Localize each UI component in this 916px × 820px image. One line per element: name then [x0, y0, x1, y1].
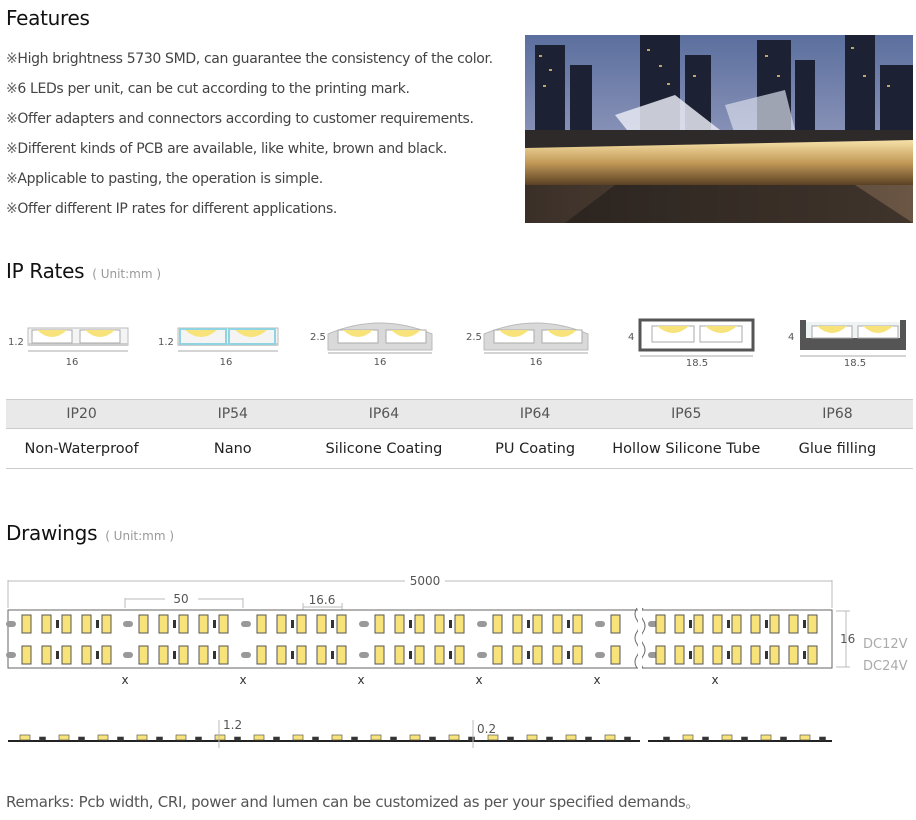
led-chip: [513, 646, 522, 664]
led-chip: [375, 646, 384, 664]
side-led: [59, 735, 69, 740]
unit-length-label: 50: [173, 592, 189, 606]
profile-height-label: 2.5: [466, 332, 482, 343]
side-led: [157, 737, 163, 740]
led-chip: [219, 615, 228, 633]
led-chip: [493, 615, 502, 633]
profile-height-label: 4: [628, 332, 635, 343]
led-chip: [611, 615, 620, 633]
voltage-label: DC24V: [863, 659, 908, 674]
cut-mark: x: [711, 673, 719, 687]
led-chip: [611, 646, 620, 664]
resistor: [291, 651, 294, 659]
solder-pad: [477, 652, 487, 658]
profile-ip64-pu: [466, 323, 588, 368]
ip-rating-cell: IP64: [519, 406, 551, 422]
profile-ip64-silicone: [310, 323, 432, 368]
bullet-mark: ※: [6, 51, 18, 67]
cut-mark: x: [239, 673, 247, 687]
ip-rating-cell: IP20: [66, 406, 97, 422]
solder-pad: [6, 621, 16, 627]
profile-ip20: [8, 328, 128, 368]
side-led: [566, 735, 576, 740]
led-chip: [415, 615, 424, 633]
led-chip: [751, 646, 760, 664]
resistor: [331, 651, 334, 659]
resistor: [765, 620, 768, 628]
side-led: [722, 735, 732, 740]
led-chip: [770, 615, 779, 633]
led-chip: [297, 615, 306, 633]
ip-rating-cell: IP64: [368, 406, 400, 422]
side-led: [430, 737, 436, 740]
led-chip: [713, 646, 722, 664]
feature-item: [6, 134, 493, 164]
side-led: [196, 737, 202, 740]
led-chip: [42, 646, 51, 664]
resistor: [213, 620, 216, 628]
drawings-title: Drawings: [6, 521, 98, 545]
memorial-fountain-photo: [525, 35, 913, 223]
ip-rating-cell: IP54: [217, 406, 248, 422]
led-chip: [297, 646, 306, 664]
feature-item: [6, 74, 493, 104]
side-led: [176, 735, 186, 740]
side-led: [664, 737, 670, 740]
ip-type-cell: Hollow Silicone Tube: [612, 440, 761, 457]
led-chip: [533, 615, 542, 633]
ip-type-cell: Silicone Coating: [325, 440, 443, 457]
led-chip: [675, 646, 684, 664]
side-led: [274, 737, 280, 740]
ip-type-cell: Nano: [213, 440, 252, 457]
solder-pad: [359, 652, 369, 658]
led-chip: [694, 615, 703, 633]
led-chip: [415, 646, 424, 664]
ip-types-row: [6, 429, 913, 469]
feature-text: Different kinds of PCB are available, like white, brown and black.: [17, 141, 447, 157]
side-led: [98, 735, 108, 740]
resistor: [527, 620, 530, 628]
resistor: [765, 651, 768, 659]
led-chip: [656, 646, 665, 664]
side-led: [40, 737, 46, 740]
led-chip: [675, 615, 684, 633]
solder-pad: [123, 621, 133, 627]
side-view-leds: [20, 735, 826, 740]
side-led: [742, 737, 748, 740]
led-chip: [102, 615, 111, 633]
side-led: [352, 737, 358, 740]
resistor: [56, 620, 59, 628]
resistor: [409, 651, 412, 659]
side-led: [508, 737, 514, 740]
bullet-mark: ※: [6, 201, 18, 217]
side-led: [20, 735, 30, 740]
resistor: [173, 651, 176, 659]
drawings-heading: [6, 521, 174, 545]
side-led: [547, 737, 553, 740]
led-chip: [139, 615, 148, 633]
side-thickness-label: 0.2: [477, 722, 497, 736]
led-chip: [513, 615, 522, 633]
led-chip: [179, 615, 188, 633]
resistor: [291, 620, 294, 628]
resistor: [727, 651, 730, 659]
led-chip: [159, 615, 168, 633]
led-chip: [694, 646, 703, 664]
profile-height-label: 1.2: [158, 337, 174, 348]
cut-mark: x: [121, 673, 129, 687]
profile-width-label: 18.5: [843, 358, 867, 369]
profile-width-label: 16: [219, 357, 233, 368]
side-led: [79, 737, 85, 740]
solder-pad: [595, 621, 605, 627]
solder-pad: [595, 652, 605, 658]
led-chip: [22, 646, 31, 664]
led-chip: [375, 615, 384, 633]
solder-pad: [241, 621, 251, 627]
led-chip: [533, 646, 542, 664]
led-chip: [395, 615, 404, 633]
ip-rates-title: IP Rates: [6, 259, 85, 283]
profile-width-label: 18.5: [685, 358, 709, 369]
led-chip: [102, 646, 111, 664]
side-thickness-label: 1.2: [223, 718, 243, 732]
led-chip: [751, 615, 760, 633]
profile-width-label: 16: [373, 357, 387, 368]
resistor: [331, 620, 334, 628]
profile-ip65: [628, 320, 753, 369]
feature-item: [6, 164, 493, 194]
side-led: [449, 735, 459, 740]
profile-width-label: 16: [65, 357, 79, 368]
side-led: [371, 735, 381, 740]
led-chip: [219, 646, 228, 664]
led-chip: [573, 615, 582, 633]
resistor: [449, 651, 452, 659]
led-chip: [257, 646, 266, 664]
led-chip: [808, 615, 817, 633]
feature-item: [6, 194, 493, 224]
ip-rates-table: [6, 399, 913, 469]
led-chip: [337, 615, 346, 633]
led-chip: [82, 646, 91, 664]
led-chip: [713, 615, 722, 633]
side-led: [761, 735, 771, 740]
led-chip: [435, 646, 444, 664]
voltage-label: DC12V: [863, 637, 908, 652]
led-chip: [808, 646, 817, 664]
led-pitch-label: 16.6: [308, 593, 336, 607]
side-led: [683, 735, 693, 740]
side-led: [215, 735, 225, 740]
led-chip: [395, 646, 404, 664]
solder-pad: [241, 652, 251, 658]
led-chip: [179, 646, 188, 664]
led-chip: [139, 646, 148, 664]
led-chip: [199, 615, 208, 633]
led-chip: [573, 646, 582, 664]
total-length-label: 5000: [409, 574, 441, 588]
led-chip: [553, 646, 562, 664]
resistor: [173, 620, 176, 628]
ip-rates-unit: ( Unit:mm ): [92, 267, 162, 281]
side-led: [410, 735, 420, 740]
feature-text: Offer adapters and connectors according to customer requirements.: [17, 111, 474, 127]
ip-rating-cell: IP68: [822, 406, 853, 422]
led-chip: [435, 615, 444, 633]
solder-pad: [6, 652, 16, 658]
side-led: [254, 735, 264, 740]
led-chip: [770, 646, 779, 664]
feature-item: [6, 104, 493, 134]
drawings-unit: ( Unit:mm ): [105, 529, 175, 543]
side-led: [118, 737, 124, 740]
led-chip: [553, 615, 562, 633]
led-chip: [159, 646, 168, 664]
side-led: [781, 737, 787, 740]
side-led: [293, 735, 303, 740]
side-led: [625, 737, 631, 740]
resistor: [727, 620, 730, 628]
bullet-mark: ※: [6, 111, 18, 127]
resistor: [527, 651, 530, 659]
cut-marks: [121, 673, 718, 687]
side-led: [469, 737, 475, 740]
side-led: [137, 735, 147, 740]
led-chip: [82, 615, 91, 633]
led-chip: [337, 646, 346, 664]
bullet-mark: ※: [6, 141, 18, 157]
side-led: [586, 737, 592, 740]
bullet-mark: ※: [6, 171, 18, 187]
ip-type-cell: Non-Waterproof: [24, 440, 139, 457]
profile-height-label: 1.2: [8, 337, 24, 348]
bullet-mark: ※: [6, 81, 18, 97]
feature-text: High brightness 5730 SMD, can guarantee the consistency of the color.: [17, 51, 493, 67]
led-chip: [317, 615, 326, 633]
resistor: [213, 651, 216, 659]
led-chip: [317, 646, 326, 664]
resistor: [96, 651, 99, 659]
resistor: [449, 620, 452, 628]
side-led: [332, 735, 342, 740]
resistor: [567, 620, 570, 628]
resistor: [56, 651, 59, 659]
feature-text: Applicable to pasting, the operation is simple.: [17, 171, 323, 187]
led-chip: [656, 615, 665, 633]
cut-mark: x: [475, 673, 483, 687]
cut-mark: x: [593, 673, 601, 687]
profile-height-label: 2.5: [310, 332, 326, 343]
side-led: [605, 735, 615, 740]
ip-profile-diagrams: [0, 310, 916, 380]
led-chip: [732, 615, 741, 633]
resistor: [689, 651, 692, 659]
side-led: [313, 737, 319, 740]
led-chip: [789, 646, 798, 664]
side-led: [235, 737, 241, 740]
ip-rating-cell: IP65: [671, 406, 702, 422]
feature-text: Offer different IP rates for different applications.: [17, 201, 338, 217]
led-chip: [62, 615, 71, 633]
solder-pad: [359, 621, 369, 627]
side-led: [527, 735, 537, 740]
side-led: [800, 735, 810, 740]
remarks-text: Remarks: Pcb width, CRI, power and lumen can be customized as per your specified demands。: [6, 793, 701, 811]
led-chip: [62, 646, 71, 664]
profile-ip54: [158, 328, 278, 368]
features-heading: Features: [6, 6, 90, 30]
solder-pad: [477, 621, 487, 627]
ip-type-cell: Glue filling: [798, 440, 877, 457]
led-chip: [42, 615, 51, 633]
side-led: [391, 737, 397, 740]
led-chip: [789, 615, 798, 633]
cut-mark: x: [357, 673, 365, 687]
led-chip: [257, 615, 266, 633]
side-led: [820, 737, 826, 740]
ip-rates-heading: [6, 259, 161, 283]
led-chip: [277, 646, 286, 664]
led-chip: [493, 646, 502, 664]
features-list: [6, 44, 493, 224]
feature-item: [6, 44, 493, 74]
led-chip: [277, 615, 286, 633]
profile-width-label: 16: [529, 357, 543, 368]
solder-pad: [123, 652, 133, 658]
resistor: [803, 620, 806, 628]
ip-type-cell: PU Coating: [495, 440, 576, 457]
profile-ip68: [788, 320, 906, 369]
resistor: [96, 620, 99, 628]
side-led: [703, 737, 709, 740]
strip-dimension-drawing: [0, 570, 916, 750]
led-chip: [22, 615, 31, 633]
profile-height-label: 4: [788, 332, 795, 343]
led-chip: [199, 646, 208, 664]
led-chip: [455, 646, 464, 664]
resistor: [689, 620, 692, 628]
width-label: 16: [840, 632, 856, 646]
led-chip: [455, 615, 464, 633]
feature-text: 6 LEDs per unit, can be cut according to the printing mark.: [17, 81, 410, 97]
ip-ratings-row: [6, 399, 913, 429]
resistor: [803, 651, 806, 659]
led-chip: [732, 646, 741, 664]
resistor: [409, 620, 412, 628]
resistor: [567, 651, 570, 659]
